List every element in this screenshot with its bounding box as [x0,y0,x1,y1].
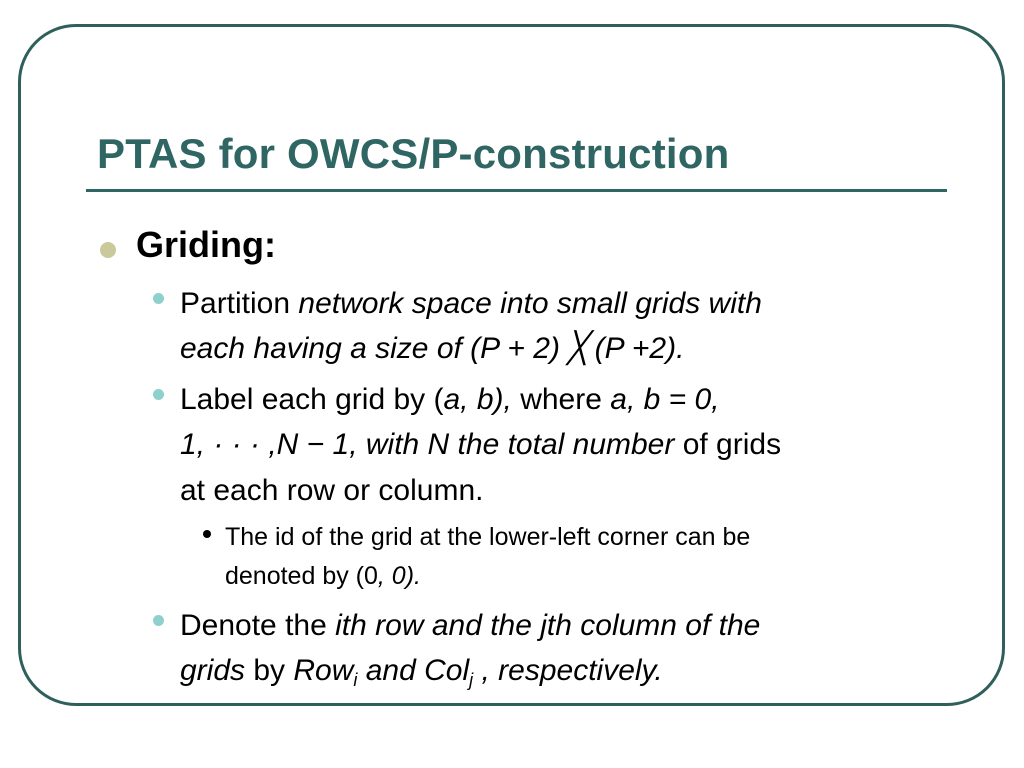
text: by [245,654,294,687]
text: at each row or column. [180,474,484,507]
subscript-j: j [469,670,474,690]
bullet-level3 [203,530,211,538]
slide-title: PTAS for OWCS/P-construction [97,130,730,177]
text: denoted by (0 [225,562,378,590]
bullet1-line2 [180,334,684,364]
bullet2-line1 [180,385,720,415]
text: Label each grid by ( [180,383,444,416]
text-italic: a, b = 0, [610,383,720,416]
bullet1-line1 [180,289,762,319]
text: Partition [180,287,299,320]
bullet-level2 [153,615,164,626]
text: of grids [674,428,782,461]
bullet2-line2 [180,430,781,460]
bullet3-line1 [180,611,760,641]
text-italic: , respectively. [473,654,663,687]
subbullet-line2 [225,564,421,589]
text-italic: and Col [357,654,470,687]
bullet-level2 [153,293,164,304]
text-italic: network space into small grids with [298,287,762,320]
text-italic: , 0). [377,562,421,590]
text-italic: Row [293,654,354,687]
title-underline [86,189,947,192]
bullet-level2 [153,389,164,400]
text-italic: each having a size of (P + 2) ╳ (P +2). [180,332,685,365]
text: where [511,383,611,416]
subbullet-line1: The id of the grid at the lower-left corner can be [225,523,751,551]
bullet3-line2 [180,656,663,689]
text: Denote the [180,609,336,642]
slide-frame [18,24,1005,706]
text-italic: a, b), [443,383,512,416]
bullet-level1 [100,242,116,258]
text-italic: ith row and the jth column of the [335,609,761,642]
heading-griding: Griding: [136,224,276,265]
bullet2-line3 [180,476,483,506]
text-italic: 1, · · · ,N − 1, with N the total number [180,428,675,461]
text-italic: grids [180,654,246,687]
subscript-i: i [353,670,358,690]
